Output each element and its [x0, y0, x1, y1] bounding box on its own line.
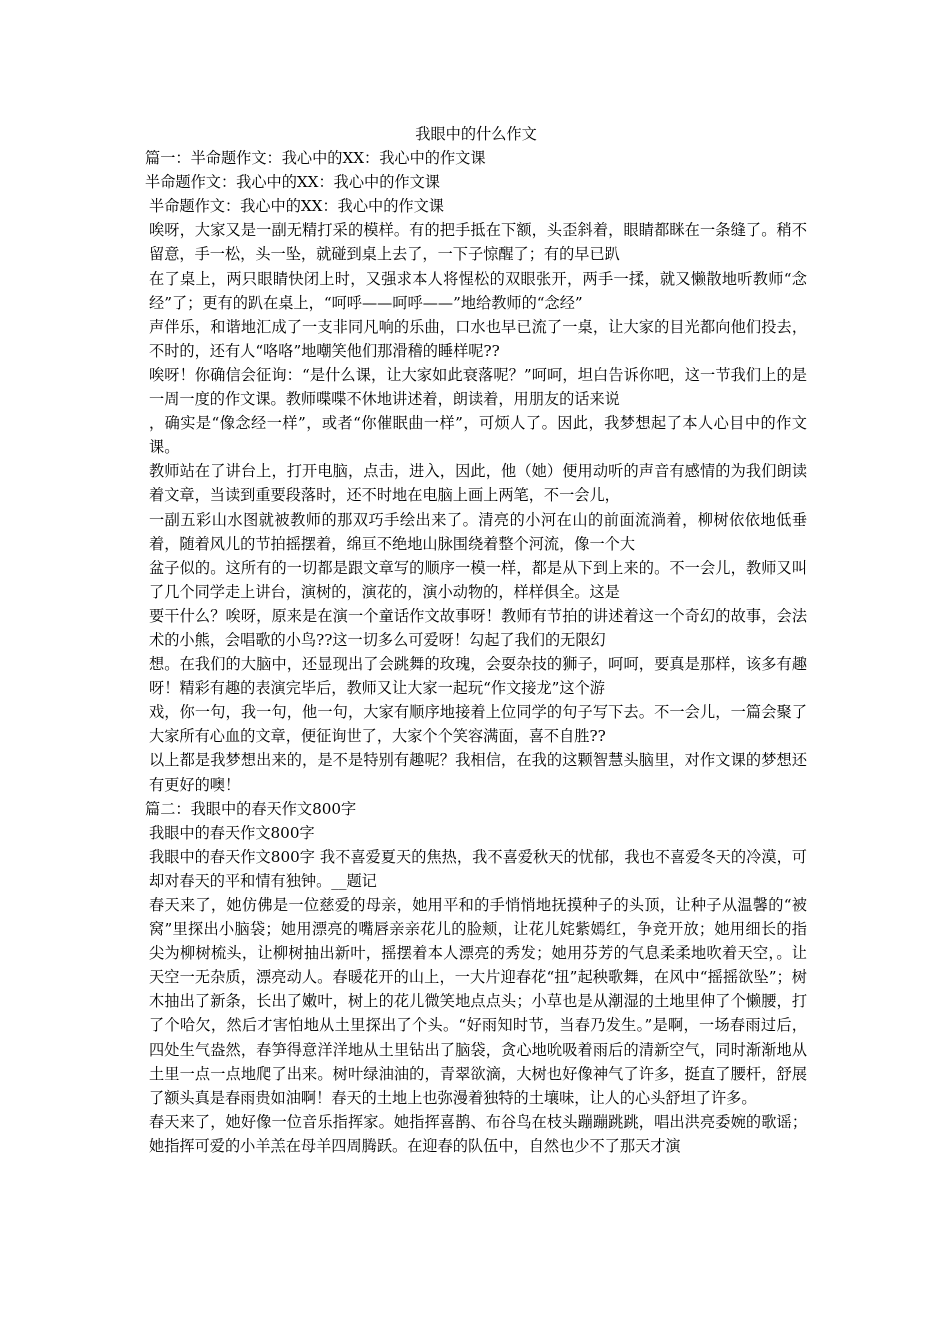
paragraph: 我眼中的春天作文800字 我不喜爱夏天的焦热，我不喜爱秋天的忧郁，我也不喜爱冬天的冷漠，可却对春天的平和情有独钟。__题记 [149, 847, 807, 890]
paragraph: 想。在我们的大脑中，还显现出了会跳舞的玫瑰，会耍杂技的狮子，呵呵，要真是那样，该多有趣呀！精彩有趣的表演完毕后，教师又让大家一起玩“作文接龙”这个游 [149, 655, 807, 698]
paragraph: 要干什么？唉呀，原来是在演一个童话作文故事呀！教师有节拍的讲述着这一个奇幻的故事，会法术的小熊，会唱歌的小鸟??这一切多么可爱呀！勾起了我们的无限幻 [149, 606, 807, 649]
section1-subtitle-repeat: 半命题作文：我心中的XX：我心中的作文课 [149, 197, 444, 216]
document-title: 我眼中的什么作文 [415, 125, 537, 143]
paragraph: 唉呀！你确信会征询：“是什么课，让大家如此衰落呢？”呵呵，坦白告诉你吧，这一节我们上的是一周一度的作文课。教师喋喋不休地讲述着，朗读着，用朋友的话来说 [149, 365, 807, 409]
paragraph: 教师站在了讲台上，打开电脑，点击，进入，因此，他（她）便用动听的声音有感情的为我们朗读着文章，当读到重要段落时，还不时地在电脑上画上两笔，不一会儿， [149, 462, 807, 505]
paragraph: 唉呀，大家又是一副无精打采的模样。有的把手抵在下额，头歪斜着，眼睛都眯在一条缝了。稍不留意，手一松，头一坠，就碰到桌上去了，一下子惊醒了；有的早已趴 [149, 221, 807, 264]
paragraph: 声伴乐，和谐地汇成了一支非同凡响的乐曲，口水也早已流了一桌，让大家的目光都向他们投去，不时的，还有人“咯咯”地嘲笑他们那滑稽的睡样呢?? [149, 317, 807, 360]
section1-subtitle: 半命题作文：我心中的XX：我心中的作文课 [145, 173, 440, 192]
paragraph: 盆子似的。这所有的一切都是跟文章写的顺序一模一样，都是从下到上来的。不一会儿，教师又叫了几个同学走上讲台，演树的，演花的，演小动物的，样样俱全。这是 [149, 558, 807, 601]
paragraph: 一副五彩山水图就被教师的那双巧手绘出来了。清亮的小河在山的前面流淌着，柳树依依地低垂着，随着风儿的节拍摇摆着，绵亘不绝地山脉围绕着整个河流，像一个大 [149, 510, 807, 553]
paragraph: 戏，你一句，我一句，他一句，大家有顺序地接着上位同学的句子写下去。不一会儿，一篇会聚了大家所有心血的文章，便征询世了，大家个个笑容满面，喜不自胜?? [149, 703, 807, 746]
section1-heading: 篇一：半命题作文：我心中的XX：我心中的作文课 [145, 149, 486, 168]
paragraph: ，确实是“像念经一样”，或者“你催眠曲一样”，可烦人了。因此，我梦想起了本人心目中的作文课。 [149, 414, 807, 457]
section2-heading: 篇二：我眼中的春天作文800字 [145, 799, 357, 818]
paragraph: 春天来了，她好像一位音乐指挥家。她指挥喜鹊、布谷鸟在枝头蹦蹦跳跳，唱出洪亮委婉的歌谣；她指挥可爱的小羊羔在母羊四周腾跃。在迎春的队伍中，自然也少不了那天才演 [149, 1112, 807, 1155]
paragraph: 春天来了，她仿佛是一位慈爱的母亲，她用平和的手悄悄地抚摸种子的头顶，让种子从温馨的“被窝”里探出小脑袋；她用漂亮的嘴唇亲亲花儿的脸颊，让花儿姹紫嫣红，争竞开放；她用细长的指尖为柳树梳头，让柳树抽出新叶，摇摆着本人漂亮的秀发；她用芬芳的气息柔柔地吹着天空，。让天空一无杂质，漂亮动人。春暖花开的山上，一大片迎春花“扭”起秧歌舞，在风中“摇摇欲坠”；树木抽出了新条，长出了嫩叶，树上的花儿微笑地点点头；小草也是从潮湿的土地里伸了个懒腰，打了个哈欠，然后才害怕地从土里探出了个头。“好雨知时节，当春乃发生。”是啊，一场春雨过后，四处生气盎然，春笋得意洋洋地从土里钻出了脑袋，贪心地吮吸着雨后的清新空气，同时渐渐地从土里一点一点地爬了出来。树叶绿油油的，青翠欲滴，大树也好像神气了许多，挺直了腰杆，舒展了额头真是春雨贵如油啊！春天的土地上也弥漫着独特的土壤味，让人的心头舒坦了许多。 [149, 896, 807, 1107]
paragraph: 在了桌上，两只眼睛快闭上时，又强求本人将惺松的双眼张开，两手一揉，就又懒散地听教师“念经”了；更有的趴在桌上，“呵呼——呵呼——”地给教师的“念经” [149, 269, 807, 312]
document-page [145, 122, 807, 1158]
paragraph: 以上都是我梦想出来的，是不是特别有趣呢？我相信，在我的这颗智慧头脑里，对作文课的梦想还有更好的噢！ [149, 751, 807, 794]
section2-subtitle: 我眼中的春天作文800字 [149, 823, 315, 842]
